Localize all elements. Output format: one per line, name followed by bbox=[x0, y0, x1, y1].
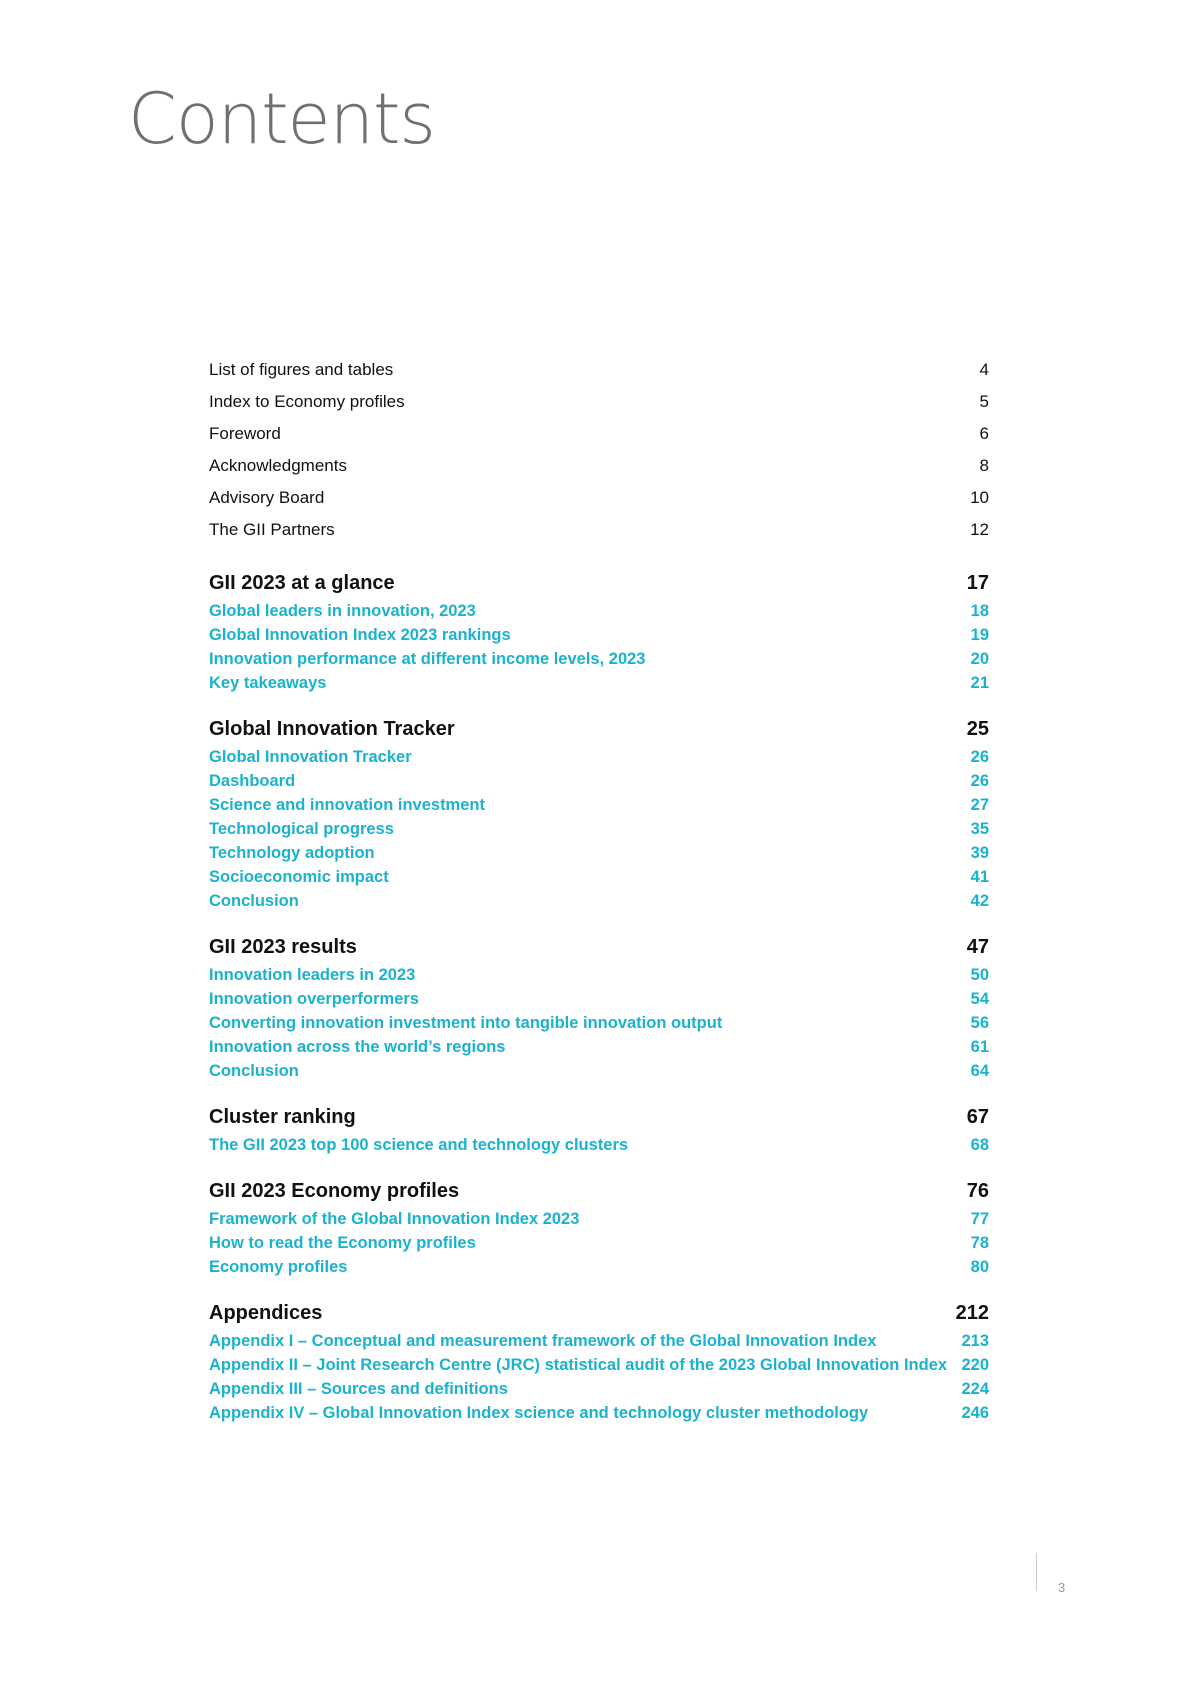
toc-entry-page: 39 bbox=[970, 844, 989, 862]
toc-section bbox=[209, 572, 989, 698]
toc-section bbox=[209, 936, 989, 1086]
section-link-entry[interactable] bbox=[209, 650, 989, 674]
toc-entry-page: 5 bbox=[979, 392, 989, 411]
toc-entry-page: 50 bbox=[970, 966, 989, 984]
toc-entry-label: The GII 2023 top 100 science and technology clusters bbox=[209, 1136, 629, 1154]
page-title: Contents bbox=[128, 78, 435, 160]
toc-entry-page: 17 bbox=[966, 572, 989, 594]
toc-entry-page: 18 bbox=[970, 602, 989, 620]
toc-entry-page: 27 bbox=[970, 796, 989, 814]
section-link-entry[interactable] bbox=[209, 602, 989, 626]
section-link-entry[interactable] bbox=[209, 1380, 989, 1404]
toc-entry-label: Global Innovation Index 2023 rankings bbox=[209, 626, 511, 644]
toc-entry-label: How to read the Economy profiles bbox=[209, 1234, 476, 1252]
front-matter-entry[interactable] bbox=[209, 392, 989, 424]
section-heading-entry[interactable] bbox=[209, 1180, 989, 1210]
toc-section bbox=[209, 718, 989, 916]
toc-entry-label: Socioeconomic impact bbox=[209, 868, 389, 886]
toc-entry-label: Appendix II – Joint Research Centre (JRC) statistical audit of the 2023 Global Innovation Index bbox=[209, 1356, 948, 1374]
toc-entry-page: 78 bbox=[970, 1234, 989, 1252]
section-heading-entry[interactable] bbox=[209, 572, 989, 602]
front-matter-entry[interactable] bbox=[209, 488, 989, 520]
toc-entry-label: Conclusion bbox=[209, 892, 299, 910]
section-link-entry[interactable] bbox=[209, 1062, 989, 1086]
table-of-contents bbox=[209, 360, 989, 1428]
section-link-entry[interactable] bbox=[209, 1210, 989, 1234]
toc-entry-label: Innovation leaders in 2023 bbox=[209, 966, 416, 984]
toc-entry-page: 212 bbox=[955, 1302, 989, 1324]
toc-entry-label: GII 2023 Economy profiles bbox=[209, 1180, 460, 1202]
toc-entry-page: 19 bbox=[970, 626, 989, 644]
toc-entry-label: Conclusion bbox=[209, 1062, 299, 1080]
front-matter-entry[interactable] bbox=[209, 520, 989, 552]
toc-entry-label: Global Innovation Tracker bbox=[209, 718, 455, 740]
page-number: 3 bbox=[1058, 1580, 1066, 1595]
toc-entry-label: Framework of the Global Innovation Index 2023 bbox=[209, 1210, 580, 1228]
section-link-entry[interactable] bbox=[209, 892, 989, 916]
toc-entry-label: Appendices bbox=[209, 1302, 323, 1324]
front-matter-entry[interactable] bbox=[209, 456, 989, 488]
toc-entry-label: Technology adoption bbox=[209, 844, 375, 862]
toc-entry-page: 26 bbox=[970, 772, 989, 790]
toc-entry-page: 64 bbox=[970, 1062, 989, 1080]
toc-entry-label: Advisory Board bbox=[209, 488, 325, 507]
section-link-entry[interactable] bbox=[209, 1136, 989, 1160]
toc-entry-page: 224 bbox=[961, 1380, 989, 1398]
section-link-entry[interactable] bbox=[209, 820, 989, 844]
toc-entry-page: 67 bbox=[966, 1106, 989, 1128]
section-link-entry[interactable] bbox=[209, 674, 989, 698]
toc-entry-page: 20 bbox=[970, 650, 989, 668]
section-link-entry[interactable] bbox=[209, 1356, 989, 1380]
toc-entry-page: 35 bbox=[970, 820, 989, 838]
toc-entry-label: Appendix I – Conceptual and measurement framework of the Global Innovation Index bbox=[209, 1332, 877, 1350]
toc-entry-page: 68 bbox=[970, 1136, 989, 1154]
toc-section bbox=[209, 1302, 989, 1428]
toc-entry-label: Dashboard bbox=[209, 772, 296, 790]
toc-entry-page: 47 bbox=[966, 936, 989, 958]
section-heading-entry[interactable] bbox=[209, 1302, 989, 1332]
toc-entry-page: 77 bbox=[970, 1210, 989, 1228]
toc-entry-label: Global Innovation Tracker bbox=[209, 748, 412, 766]
section-link-entry[interactable] bbox=[209, 844, 989, 868]
section-link-entry[interactable] bbox=[209, 966, 989, 990]
toc-entry-page: 8 bbox=[979, 456, 989, 475]
toc-entry-page: 76 bbox=[966, 1180, 989, 1202]
toc-entry-page: 4 bbox=[979, 360, 989, 379]
toc-entry-label: Economy profiles bbox=[209, 1258, 348, 1276]
toc-entry-label: The GII Partners bbox=[209, 520, 335, 539]
toc-entry-label: Key takeaways bbox=[209, 674, 327, 692]
toc-entry-page: 80 bbox=[970, 1258, 989, 1276]
toc-entry-page: 25 bbox=[966, 718, 989, 740]
toc-entry-page: 246 bbox=[961, 1404, 989, 1422]
section-link-entry[interactable] bbox=[209, 626, 989, 650]
section-heading-entry[interactable] bbox=[209, 936, 989, 966]
section-link-entry[interactable] bbox=[209, 1014, 989, 1038]
toc-entry-label: Foreword bbox=[209, 424, 281, 443]
section-heading-entry[interactable] bbox=[209, 1106, 989, 1136]
section-link-entry[interactable] bbox=[209, 1234, 989, 1258]
toc-entry-label: Technological progress bbox=[209, 820, 394, 838]
toc-entry-label: Innovation performance at different income levels, 2023 bbox=[209, 650, 646, 668]
footer-divider bbox=[1036, 1553, 1037, 1591]
toc-entry-page: 213 bbox=[961, 1332, 989, 1350]
toc-entry-label: Cluster ranking bbox=[209, 1106, 356, 1128]
section-heading-entry[interactable] bbox=[209, 718, 989, 748]
front-matter-entry[interactable] bbox=[209, 360, 989, 392]
toc-entry-page: 56 bbox=[970, 1014, 989, 1032]
toc-entry-page: 10 bbox=[970, 488, 989, 507]
toc-entry-label: Innovation across the world’s regions bbox=[209, 1038, 506, 1056]
toc-entry-page: 6 bbox=[979, 424, 989, 443]
toc-entry-label: GII 2023 at a glance bbox=[209, 572, 395, 594]
section-link-entry[interactable] bbox=[209, 1404, 989, 1428]
toc-entry-label: Index to Economy profiles bbox=[209, 392, 405, 411]
section-link-entry[interactable] bbox=[209, 796, 989, 820]
toc-entry-label: GII 2023 results bbox=[209, 936, 357, 958]
toc-entry-page: 61 bbox=[970, 1038, 989, 1056]
toc-entry-page: 21 bbox=[970, 674, 989, 692]
toc-entry-label: Appendix III – Sources and definitions bbox=[209, 1380, 508, 1398]
toc-entry-page: 41 bbox=[970, 868, 989, 886]
toc-entry-page: 42 bbox=[970, 892, 989, 910]
toc-entry-label: Global leaders in innovation, 2023 bbox=[209, 602, 476, 620]
toc-entry-label: List of figures and tables bbox=[209, 360, 394, 379]
toc-section bbox=[209, 1180, 989, 1282]
section-link-entry[interactable] bbox=[209, 868, 989, 892]
front-matter-entry[interactable] bbox=[209, 424, 989, 456]
section-link-entry[interactable] bbox=[209, 1258, 989, 1282]
toc-section bbox=[209, 1106, 989, 1160]
front-matter-list bbox=[209, 360, 989, 552]
section-link-entry[interactable] bbox=[209, 1332, 989, 1356]
section-link-entry[interactable] bbox=[209, 772, 989, 796]
toc-entry-page: 54 bbox=[970, 990, 989, 1008]
toc-sections bbox=[209, 572, 989, 1428]
toc-entry-label: Acknowledgments bbox=[209, 456, 347, 475]
toc-entry-page: 220 bbox=[961, 1356, 989, 1374]
toc-entry-label: Innovation overperformers bbox=[209, 990, 419, 1008]
toc-entry-label: Appendix IV – Global Innovation Index science and technology cluster methodology bbox=[209, 1404, 869, 1422]
section-link-entry[interactable] bbox=[209, 990, 989, 1014]
toc-entry-label: Converting innovation investment into tangible innovation output bbox=[209, 1014, 723, 1032]
toc-entry-page: 12 bbox=[970, 520, 989, 539]
toc-entry-page: 26 bbox=[970, 748, 989, 766]
section-link-entry[interactable] bbox=[209, 748, 989, 772]
toc-entry-label: Science and innovation investment bbox=[209, 796, 485, 814]
section-link-entry[interactable] bbox=[209, 1038, 989, 1062]
